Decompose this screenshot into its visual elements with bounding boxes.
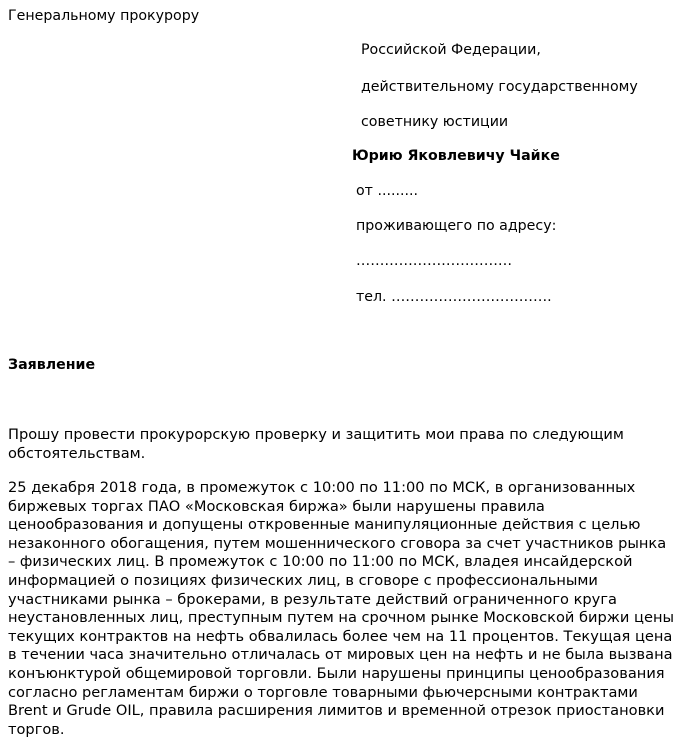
from-line: от ......... [356,183,419,199]
body-line: текущих контрактов на нефть обвалилась более чем на 11 процентов. Текущая цена [8,627,673,645]
body-line: согласно регламентам биржи о торговле товарными фьючерсными контрактами [8,683,638,701]
address-placeholder: …………………………… [356,253,513,269]
residence-line: проживающего по адресу: [356,218,557,234]
intro-paragraph [8,426,684,463]
intro-line: Прошу провести прокурорскую проверку и защитить мои права по следующим [8,426,624,443]
body-line: информацией о позициях физических лиц, в сговоре с профессиональными [8,571,598,589]
body-line: Brent и Grude OIL, правила расширения лимитов и временной отрезок приостановки [8,702,665,720]
body-line: конъюнктурой общемировой торговли. Были нарушены принципы ценообразования [8,664,665,682]
body-line: – физических лиц. В промежуток с 10:00 по 11:00 по МСК, владея инсайдерской [8,553,633,571]
intro-line: обстоятельствам. [8,444,146,462]
body-line: 25 декабря 2018 года, в промежуток с 10:00 по 11:00 по МСК, в организованных [8,479,636,496]
addressee-name: Юрию Яковлевичу Чайке [352,148,560,164]
body-paragraph [8,479,684,739]
document-title: Заявление [8,357,96,373]
body-line: неустановленных лиц, преступным путем на срочном рынке Московской биржи цены [8,609,675,627]
body-line: биржевых торгах ПАО «Московская биржа» были нарушены правила [8,497,545,515]
body-line: ценообразования и допущены откровенные манипуляционные действия с целью [8,516,641,534]
body-line: участниками рынка – брокерами, в результате действий ограниченного круга [8,590,617,608]
phone-line: тел. ……………………………. [356,289,552,305]
addressee-line-3: действительному государственному [361,79,638,95]
body-line: торгов. [8,720,65,738]
body-line: в течении часа значительно отличалась от мировых цен на нефть и не была вызвана [8,646,673,664]
addressee-line-4: советнику юстиции [361,114,509,130]
addressee-line-1: Генеральному прокурору [8,8,200,24]
addressee-line-2: Российской Федерации, [361,42,541,58]
body-line: незаконного обогащения, путем мошеннического сговора за счет участников рынка [8,534,667,552]
